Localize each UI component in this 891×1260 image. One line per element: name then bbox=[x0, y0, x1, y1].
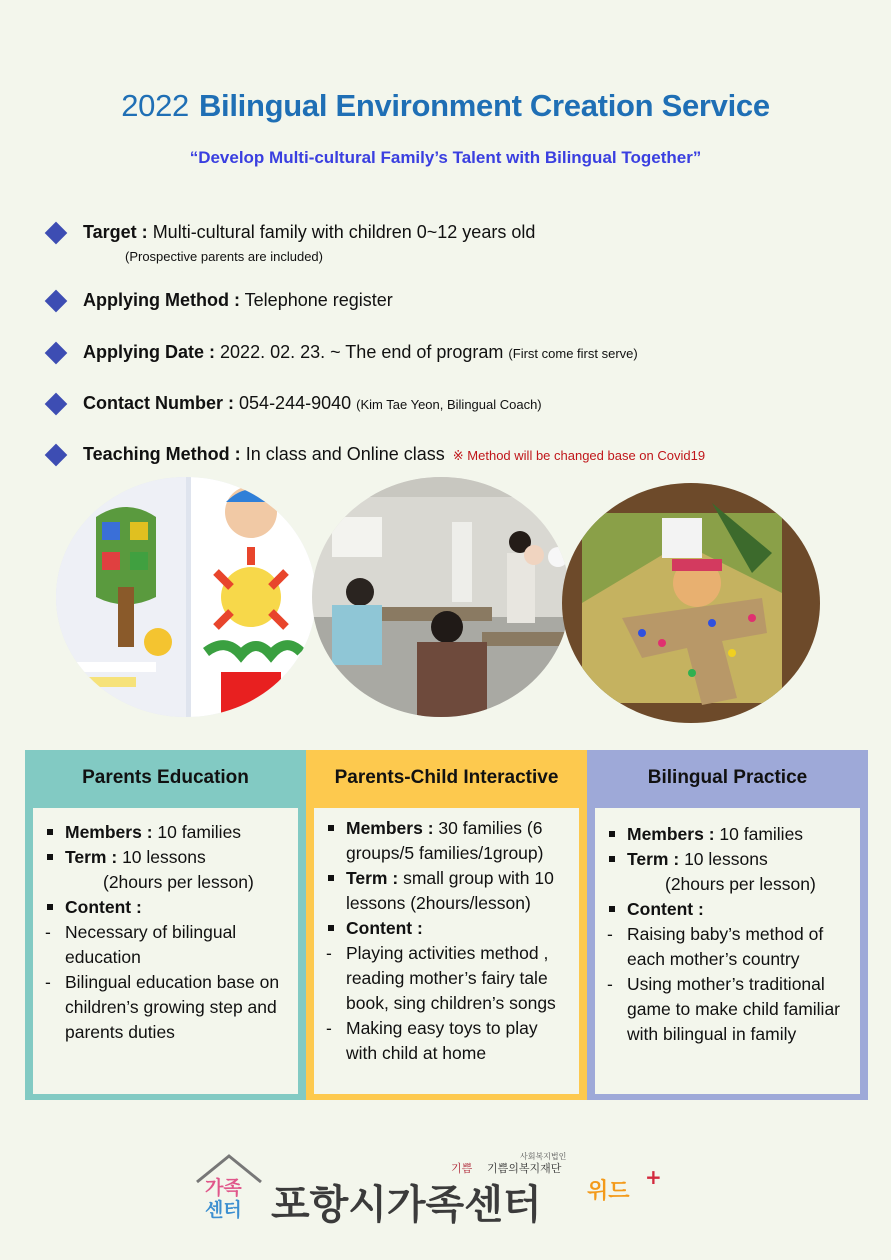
partner-plus: + bbox=[645, 1165, 662, 1189]
list-item: Members : 10 families bbox=[605, 822, 852, 847]
list-item: (2hours per lesson) bbox=[103, 872, 254, 892]
logo-mark-bottom: 센터 bbox=[205, 1199, 242, 1221]
column-title: Parents Education bbox=[82, 767, 249, 788]
photo-online-class bbox=[56, 477, 316, 717]
page-title: 2022 Bilingual Environment Creation Service bbox=[121, 88, 770, 123]
diamond-bullet-icon bbox=[45, 342, 68, 365]
column-bilingual-practice bbox=[587, 750, 868, 1100]
list-item: Term : 10 lessons bbox=[43, 845, 290, 870]
list-item: Content : bbox=[605, 897, 852, 922]
list-item: (2hours per lesson) bbox=[665, 874, 816, 894]
diamond-bullet-icon bbox=[45, 393, 68, 416]
list-item: - Making easy toys to play with child at home bbox=[324, 1016, 571, 1066]
page-subtitle: “Develop Multi-cultural Family’s Talent with Bilingual Together” bbox=[189, 148, 702, 167]
list-item: - Bilingual education base on children’s growing step and parents duties bbox=[43, 970, 290, 1045]
list-item: Content : bbox=[324, 916, 571, 941]
column-parents-education bbox=[25, 750, 306, 1100]
column-body bbox=[595, 808, 860, 1094]
list-item: Term : 10 lessons bbox=[605, 847, 852, 872]
column-body bbox=[33, 808, 298, 1094]
partner-name: 기쁨의복지재단 bbox=[487, 1162, 562, 1175]
column-title: Bilingual Practice bbox=[647, 767, 808, 788]
list-item: Term : small group with 10 lessons (2hours/lesson) bbox=[324, 866, 571, 916]
info-applying-method: Applying Method : Telephone register bbox=[48, 290, 393, 311]
column-title: Parents-Child Interactive bbox=[334, 767, 559, 788]
logo-mark-top: 가족 bbox=[205, 1177, 242, 1199]
list-item: - Playing activities method , reading mother’s fairy tale book, sing children’s songs bbox=[324, 941, 571, 1016]
diamond-bullet-icon bbox=[45, 444, 68, 467]
list-item: Content : bbox=[43, 895, 290, 920]
family-center-logo-mark bbox=[197, 1156, 261, 1221]
partner-brand: 위드 bbox=[587, 1179, 630, 1204]
info-contact: Contact Number : 054-244-9040 (Kim Tae Yeon, Bilingual Coach) bbox=[48, 393, 542, 414]
diamond-bullet-icon bbox=[45, 222, 68, 245]
target-note: (Prospective parents are included) bbox=[125, 249, 323, 264]
column-parents-child bbox=[306, 750, 587, 1100]
logo-text: 포항시가족센터 bbox=[271, 1182, 542, 1228]
list-item: - Necessary of bilingual education bbox=[43, 920, 290, 970]
photo-handmade-toy bbox=[562, 483, 820, 723]
partner-mark: 기쁨 bbox=[451, 1162, 473, 1175]
list-item: - Using mother’s traditional game to make child familiar with bilingual in family bbox=[605, 972, 852, 1047]
footer-logo bbox=[195, 1150, 675, 1230]
partner-small-text: 사회복지법인 bbox=[520, 1152, 567, 1161]
photo-classroom bbox=[312, 477, 570, 717]
list-item: Members : 30 families (6 groups/5 families/1group) bbox=[324, 816, 571, 866]
list-item: - Raising baby’s method of each mother’s country bbox=[605, 922, 852, 972]
info-teaching: Teaching Method : In class and Online class ※ Method will be changed base on Covid19 bbox=[48, 444, 705, 465]
list-item: Members : 10 families bbox=[43, 820, 290, 845]
column-body bbox=[314, 808, 579, 1094]
diamond-bullet-icon bbox=[45, 290, 68, 313]
info-target: Target : Multi-cultural family with children 0~12 years old (Prospective parents are included) bbox=[48, 222, 535, 264]
info-applying-date: Applying Date : 2022. 02. 23. ~ The end of program (First come first serve) bbox=[48, 342, 638, 363]
